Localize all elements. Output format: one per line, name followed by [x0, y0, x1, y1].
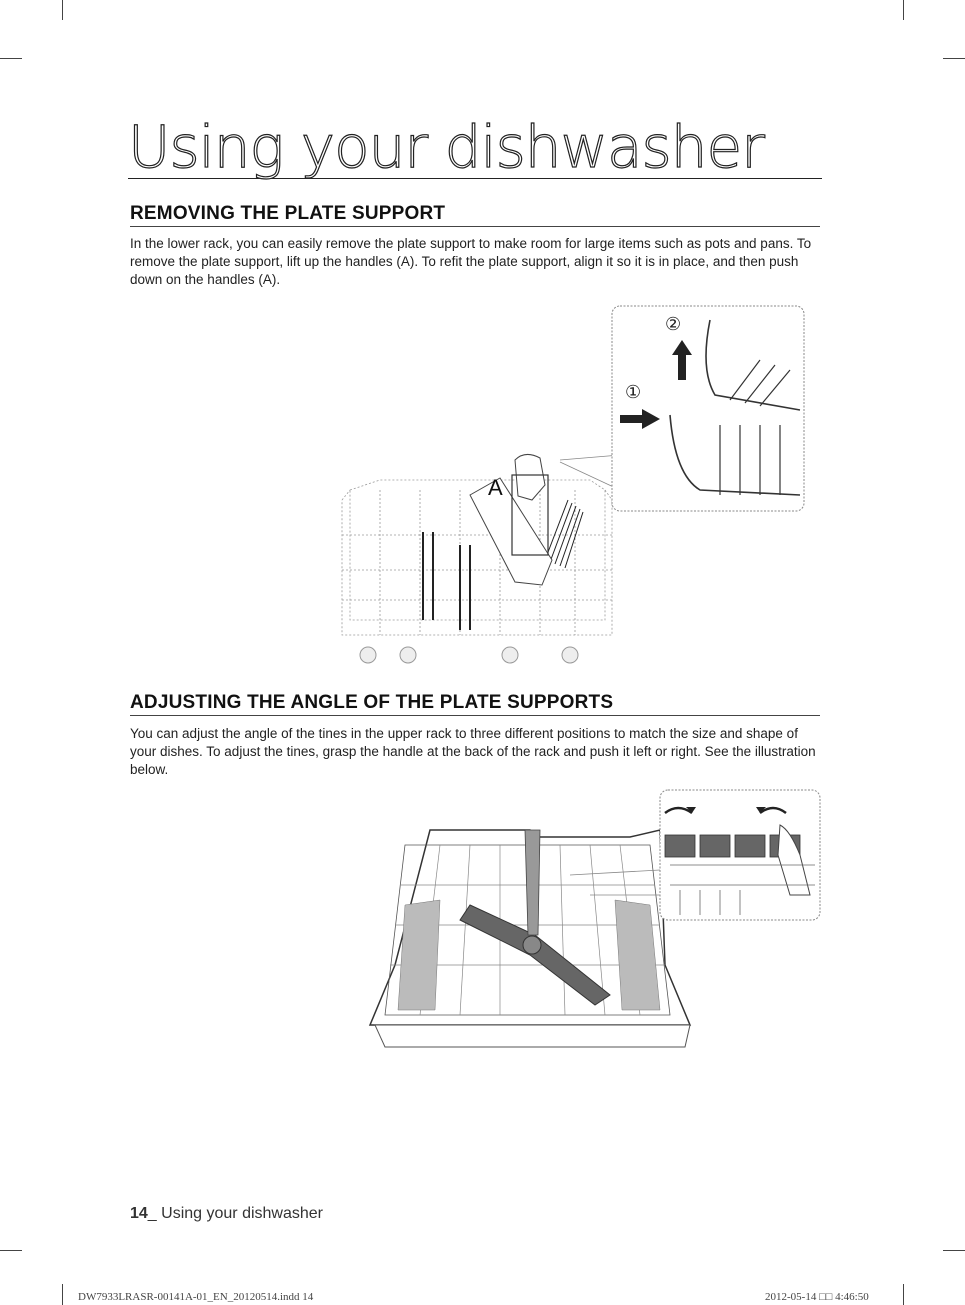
footer-separator: _: [147, 1205, 157, 1222]
crop-mark-bottom-left: [62, 1284, 63, 1305]
section-body-adjusting-angle: You can adjust the angle of the tines in the upper rack to three different positions to match the size and shape of your dishes. To adjust the tines, grasp the handle at the back of the rack and push it left or right. See the illustration below.: [130, 726, 816, 777]
upper-rack-illustration: [360, 785, 825, 1065]
crop-mark-bottom-right: [903, 1284, 904, 1305]
footer-timestamp: 2012-05-14 □□ 4:46:50: [765, 1291, 869, 1303]
footer-page-label: [130, 1205, 323, 1223]
crop-mark-top-left: [62, 0, 63, 20]
crop-mark-right-upper: [943, 58, 965, 59]
footer-file-name: DW7933LRASR-00141A-01_EN_20120514.indd 14: [78, 1291, 314, 1303]
lower-rack-illustration: [320, 300, 820, 670]
upper-rack-drawing: [360, 785, 825, 1065]
footer-page-number: 14: [130, 1205, 148, 1222]
crop-mark-right-lower: [943, 1250, 965, 1251]
crop-mark-left-upper: [0, 58, 22, 59]
crop-mark-left-lower: [0, 1250, 22, 1251]
step-2-label: ②: [665, 314, 682, 335]
section-heading-removing-plate-support: REMOVING THE PLATE SUPPORT: [130, 203, 820, 227]
section-body-removing-plate-support: In the lower rack, you can easily remove the plate support to make room for large items such as pots and pans. To remove the plate support, lift up the handles (A). To refit the plate support, align it so it is in place, and then push down on the handles (A).: [130, 236, 812, 287]
crop-mark-top-right: [903, 0, 904, 20]
step-1-label: ①: [625, 382, 642, 403]
handle-a-label: A: [488, 475, 503, 500]
page-title: Using your dishwasher: [128, 118, 822, 179]
lower-rack-drawing: [320, 300, 820, 670]
footer-section-name: Using your dishwasher: [161, 1205, 324, 1222]
section-heading-adjusting-angle: ADJUSTING THE ANGLE OF THE PLATE SUPPORTS: [130, 692, 820, 716]
